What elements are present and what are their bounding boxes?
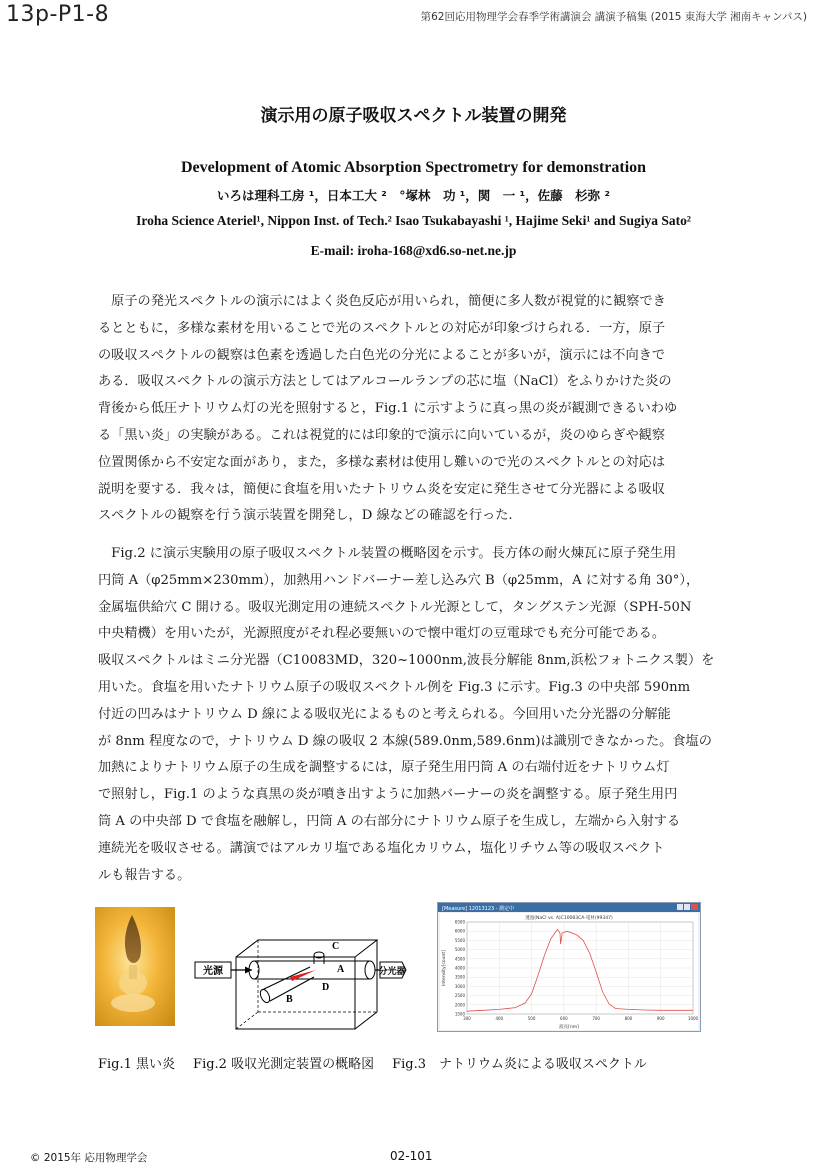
caption-fig1: Fig.1 黒い炎 xyxy=(98,1057,176,1072)
y-tick-label: 5000 xyxy=(454,947,465,953)
text-line: 背後から低圧ナトリウム灯の光を照射すると，Fig.1 に示すように真っ黒の炎が観測できるいわゆ xyxy=(98,401,678,417)
y-tick-label: 4000 xyxy=(454,965,465,971)
maximize-icon xyxy=(684,904,690,910)
text-line: 原子の発光スペクトルの演示にはよく炎色反応が用いられ，簡便に多人数が視覚的に観察でき xyxy=(98,294,666,309)
caption-fig3: Fig.3 ナトリウム炎による吸収スペクトル xyxy=(392,1057,647,1072)
figure-captions xyxy=(98,1053,665,1072)
text-line: 加熱によりナトリウム原子の生成を調整するには，原子発生用円筒 A の右端付近をナトリウム灯 xyxy=(98,760,670,776)
label-b: B xyxy=(286,994,293,1005)
y-tick-label: 2500 xyxy=(454,993,465,999)
minimize-icon xyxy=(677,904,683,910)
x-axis-label: 波長[nm] xyxy=(559,1025,579,1030)
x-tick-label: 300 xyxy=(463,1016,471,1021)
text-line: 吸収スペクトルはミニ分光器（C10083MD，320~1000nm,波長分解能 8nm,浜松フォトニクス製）を xyxy=(98,653,715,669)
text-line: の吸収スペクトルの観察は色素を透過した白色光の分光によることが多いが，演示には不向きで xyxy=(98,347,666,363)
y-tick-label: 1500 xyxy=(454,1011,465,1017)
text-line: 中央精機）を用いたが，光源照度がそれ程必要無いので懐中電灯の豆電球でも充分可能である。 xyxy=(98,626,666,642)
conference-header: 第62回応用物理学会春季学術講演会 講演予稿集 (2015 東海大学 湘南キャンパス) xyxy=(420,11,807,23)
text-line: 筒 A の中央部 D で食塩を融解し，円筒 A の右部分にナトリウム原子を生成し，左端から入射する xyxy=(98,813,681,829)
x-tick-label: 1000 xyxy=(687,1016,699,1021)
y-tick-label: 5500 xyxy=(454,937,465,943)
label-d: D xyxy=(322,982,330,993)
plot-title: 透過(NaCl vs. A)C10083CA-電材(99347) xyxy=(525,916,613,921)
text-line: Fig.2 に演示実験用の原子吸収スペクトル装置の概略図を示す。長方体の耐火煉瓦に原子発生用 xyxy=(98,546,677,561)
brick-top-edges xyxy=(236,940,377,957)
spectrum-plot-area xyxy=(455,920,699,1022)
x-tick-label: 600 xyxy=(560,1016,568,1021)
y-tick-label: 3000 xyxy=(454,983,465,989)
y-tick-label: 4500 xyxy=(454,956,465,962)
footer-page-number: 02-101 xyxy=(390,1149,433,1163)
text-line: ある．吸収スペクトルの演示方法としてはアルコールランプの芯に塩（NaCl）をふりかけた炎の xyxy=(98,374,672,390)
title-english: Development of Atomic Absorption Spectrometry for demonstration xyxy=(180,159,647,176)
figure-1-black-flame-photo xyxy=(95,907,175,1026)
y-axis-label: Intensity[count] xyxy=(442,950,447,986)
text-line: 説明を要する．我々は，簡便に食塩を用いたナトリウム炎を安定に発生させて分光器による吸収 xyxy=(98,481,665,497)
x-tick-label: 700 xyxy=(592,1016,600,1021)
text-line: ルも報告する。 xyxy=(98,867,191,883)
contact-email: E-mail: iroha-168@xd6.so-net.ne.jp xyxy=(310,243,517,258)
text-line: 連続光を吸収させる。講演ではアルカリ塩である塩化カリウム，塩化リチウム等の吸収スペクト xyxy=(98,840,665,856)
text-line: 付近の凹みはナトリウム D 線による吸収光によるものと考えられる。今回用いた分光器の分解能 xyxy=(98,706,671,722)
text-line: 金属塩供給穴 C 開ける。吸収光測定用の連続スペクトル光源として，タングステン光源（SPH-50N xyxy=(98,599,692,615)
text-line: が 8nm 程度なので，ナトリウム D 線の吸収 2 本線(589.0nm,589.6nm)は識別できなかった。食塩の xyxy=(98,733,712,749)
body-paragraph-2 xyxy=(98,541,730,889)
figure-3-spectrum-window xyxy=(437,902,701,1032)
y-tick-label: 6000 xyxy=(454,928,465,934)
window-title: [Measure] 12013123 - 測定中 xyxy=(442,906,515,912)
close-icon xyxy=(691,904,698,910)
title-japanese: 演示用の原子吸収スペクトル装置の開発 xyxy=(260,106,567,126)
x-tick-label: 400 xyxy=(495,1016,504,1021)
text-line: で照射し，Fig.1 のような真黒の炎が噴き出すように加熱バーナーの炎を調整する。原子発生用円 xyxy=(98,787,678,803)
text-line: 位置関係から不安定な面があり，また，多様な素材は使用し難いので光のスペクトルとの対応は xyxy=(98,454,666,470)
light-source-label: 光源 xyxy=(203,966,223,977)
footer-copyright: © 2015年 応用物理学会 xyxy=(30,1152,148,1164)
text-line: スペクトルの観察を行う演示装置を開発し，D 線などの確認を行った. xyxy=(98,508,513,524)
x-tick-label: 800 xyxy=(624,1016,633,1021)
y-tick-label: 3500 xyxy=(454,974,465,980)
text-line: るとともに，多様な素材を用いることで光のスペクトルとの対応が印象づけられる．一方，原子 xyxy=(98,320,666,336)
spectrometer-label: 分光器 xyxy=(378,967,406,977)
y-tick-label: 2000 xyxy=(454,1002,465,1008)
text-line: る「黒い炎」の実験がある。これは視覚的には印象的で演示に向いているが，炎のゆらぎや観察 xyxy=(98,427,666,443)
authors-english: Iroha Science Ateriel¹, Nippon Inst. of Tech.² Isao Tsukabayashi ¹, Hajime Seki¹ and Sugiya Sato² xyxy=(136,213,691,228)
paper-code: 13p-P1-8 xyxy=(6,2,110,27)
label-a: A xyxy=(337,964,345,975)
figure-2-apparatus-diagram xyxy=(192,935,407,1031)
caption-fig2: Fig.2 吸収光測定装置の概略図 xyxy=(193,1057,375,1072)
body-paragraph-1 xyxy=(98,289,730,530)
y-tick-label: 6500 xyxy=(454,919,465,925)
label-c: C xyxy=(332,941,340,952)
x-tick-label: 500 xyxy=(527,1016,536,1021)
authors-japanese: いろは理科工房 ¹，日本工大 ² °塚林 功 ¹，関 一 ¹，佐藤 杉弥 ² xyxy=(217,188,610,203)
x-tick-label: 900 xyxy=(656,1016,665,1021)
text-line: 円筒 A（φ25mm×230mm），加熱用ハンドバーナー差し込み穴 B（φ25mm，A に対する角 30°）， xyxy=(98,572,700,588)
text-line: 用いた。食塩を用いたナトリウム原子の吸収スペクトル例を Fig.3 に示す。Fig.3 の中央部 590nm xyxy=(98,679,691,695)
